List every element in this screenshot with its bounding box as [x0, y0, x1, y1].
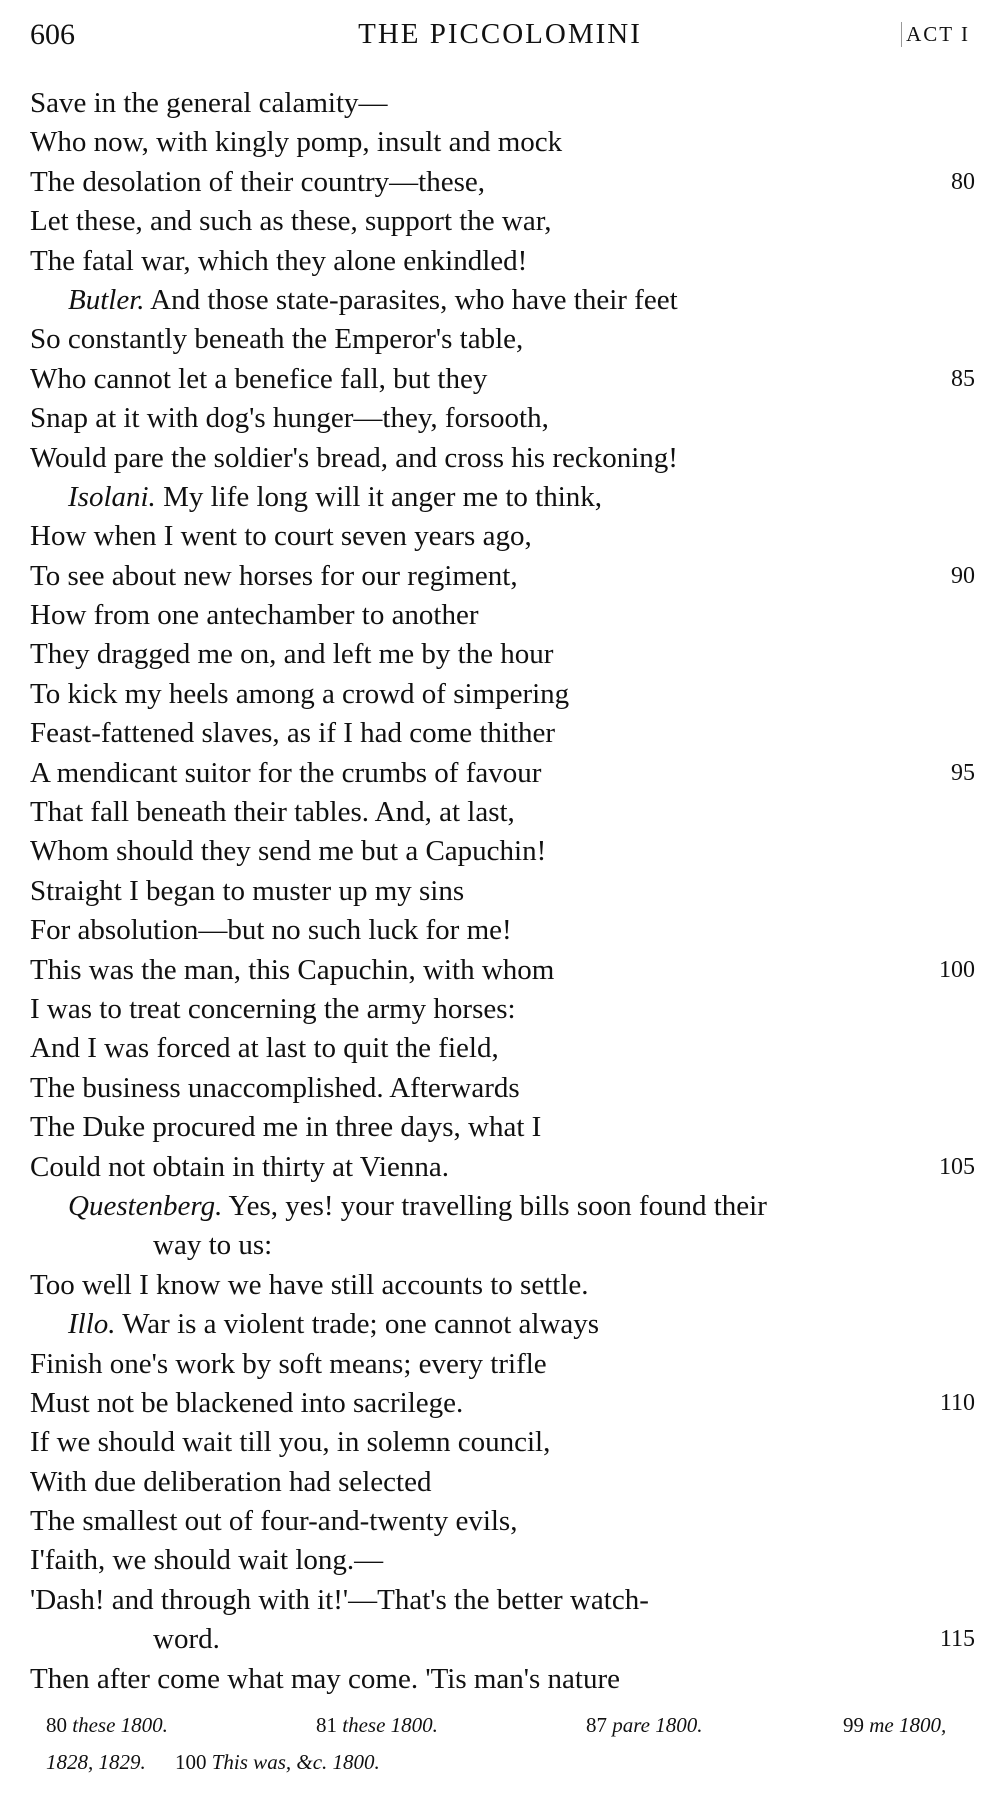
verse-line: [30, 1345, 975, 1384]
line-text: Must not be blackened into sacrilege.: [30, 1386, 464, 1419]
line-text: How from one antechamber to another: [30, 599, 479, 632]
verse-line: [30, 557, 975, 596]
verse-line: [30, 754, 975, 793]
verse-line: [30, 399, 975, 438]
verse-line: [30, 1029, 975, 1068]
line-text: For absolution—but no such luck for me!: [30, 914, 512, 947]
line-text: Save in the general calamity—: [30, 87, 388, 119]
line-text: They dragged me on, and left me by the hour: [30, 638, 554, 671]
line-text: Snap at it with dog's hunger—they, forsooth,: [30, 402, 549, 435]
verse-line: [30, 1187, 975, 1226]
line-number: 105: [939, 1153, 975, 1180]
line-text: That fall beneath their tables. And, at last,: [30, 796, 515, 829]
line-text: And those state-parasites, who have their feet: [144, 283, 678, 316]
line-text: To kick my heels among a crowd of simpering: [30, 677, 570, 710]
line-text: Let these, and such as these, support the war,: [30, 205, 552, 238]
line-text: Finish one's work by soft means; every trifle: [30, 1347, 547, 1380]
speaker-name: Questenberg.: [68, 1189, 223, 1222]
verse-line: [30, 478, 975, 517]
line-number: 80: [951, 168, 975, 195]
line-number: 115: [939, 1626, 975, 1653]
verse-line: [30, 1148, 975, 1187]
line-number: 90: [951, 562, 975, 589]
line-text: To see about new horses for our regiment,: [30, 559, 518, 592]
footnotes: [46, 1707, 976, 1781]
verse-line: [30, 163, 975, 202]
line-text: Whom should they send me but a Capuchin!: [30, 835, 547, 868]
line-text: Too well I know we have still accounts to settle.: [30, 1268, 589, 1301]
line-number: 110: [939, 1389, 975, 1416]
line-text: So constantly beneath the Emperor's table,: [30, 323, 524, 356]
line-number: 85: [951, 365, 975, 392]
line-text: If we should wait till you, in solemn council,: [30, 1426, 551, 1459]
verse-line: [30, 1463, 975, 1502]
verse-line: [30, 1581, 975, 1620]
verse-line: [30, 439, 975, 478]
line-text: The smallest out of four-and-twenty evils,: [30, 1505, 518, 1538]
footnote-continuation: 1828, 1829.: [46, 1750, 146, 1774]
line-text: This was the man, this Capuchin, with whom: [30, 953, 555, 986]
line-text: 'Dash! and through with it!'—That's the better watch-: [30, 1583, 649, 1616]
verse-line: [30, 911, 975, 950]
verse-line: [30, 1502, 975, 1541]
line-text: And I was forced at last to quit the field,: [30, 1032, 499, 1065]
footnote-row: [46, 1707, 976, 1744]
verse-line: [30, 635, 975, 674]
line-text: With due deliberation had selected: [30, 1465, 432, 1498]
footnote: 100 This was, &c. 1800.: [175, 1750, 380, 1774]
line-text: A mendicant suitor for the crumbs of favour: [30, 756, 542, 789]
verse-line: [30, 675, 975, 714]
line-text: Would pare the soldier's bread, and cross his reckoning!: [30, 441, 678, 474]
line-text: word.: [153, 1623, 220, 1656]
verse-line: [30, 202, 975, 241]
verse-line: [30, 1541, 975, 1580]
verse-line: [30, 1108, 975, 1147]
line-text: The fatal war, which they alone enkindled!: [30, 244, 528, 277]
running-title: THE PICCOLOMINI: [358, 18, 642, 50]
verse-line: [30, 951, 975, 990]
verse-line: [30, 1266, 975, 1305]
verse-line: [30, 832, 975, 871]
speaker-name: Isolani.: [68, 480, 156, 513]
act-label: ACT I: [901, 22, 970, 47]
verse-line: [30, 596, 975, 635]
line-text: Feast-fattened slaves, as if I had come thither: [30, 717, 556, 750]
verse-line: [30, 990, 975, 1029]
line-text: Straight I began to muster up my sins: [30, 874, 465, 907]
line-text: The business unaccomplished. Afterwards: [30, 1071, 520, 1104]
verse-line: [30, 1384, 975, 1423]
verse-line: [30, 1423, 975, 1462]
footnote: 80 these 1800.: [46, 1713, 168, 1737]
line-number: 100: [939, 956, 975, 983]
verse-line: [30, 1620, 975, 1659]
page-number: 606: [30, 18, 75, 51]
line-text: I'faith, we should wait long.—: [30, 1544, 384, 1577]
speaker-name: Butler.: [68, 283, 145, 316]
line-text: War is a violent trade; one cannot always: [115, 1308, 600, 1341]
line-text: way to us:: [153, 1229, 273, 1262]
verse-line: [30, 872, 975, 911]
line-text: Who cannot let a benefice fall, but they: [30, 362, 488, 395]
verse-text: [30, 84, 975, 1699]
line-text: The desolation of their country—these,: [30, 165, 486, 198]
verse-line: [30, 714, 975, 753]
line-text: Then after come what may come. 'Tis man's nature: [30, 1662, 621, 1695]
verse-line: [30, 360, 975, 399]
verse-line: [30, 320, 975, 359]
verse-line: [30, 1069, 975, 1108]
verse-line: [30, 1226, 975, 1265]
verse-line: [30, 1305, 975, 1344]
verse-line: [30, 281, 975, 320]
line-text: My life long will it anger me to think,: [155, 480, 603, 513]
line-text: The Duke procured me in three days, what I: [30, 1111, 542, 1144]
line-text: Could not obtain in thirty at Vienna.: [30, 1150, 449, 1183]
line-text: Yes, yes! your travelling bills soon found their: [222, 1189, 767, 1222]
verse-line: [30, 793, 975, 832]
verse-line: [30, 1660, 975, 1699]
footnote-row: [46, 1744, 976, 1781]
page-header: [30, 18, 970, 58]
line-text: Who now, with kingly pomp, insult and mock: [30, 126, 563, 159]
footnote: 99 me 1800,: [843, 1713, 947, 1737]
line-number: 95: [951, 759, 975, 786]
verse-line: [30, 123, 975, 162]
verse-line: [30, 517, 975, 556]
line-text: I was to treat concerning the army horses:: [30, 992, 516, 1025]
verse-line: [30, 242, 975, 281]
speaker-name: Illo.: [68, 1308, 116, 1341]
verse-line: [30, 84, 975, 123]
line-text: How when I went to court seven years ago,: [30, 520, 532, 553]
footnote: 81 these 1800.: [316, 1713, 438, 1737]
footnote: 87 pare 1800.: [586, 1713, 703, 1737]
